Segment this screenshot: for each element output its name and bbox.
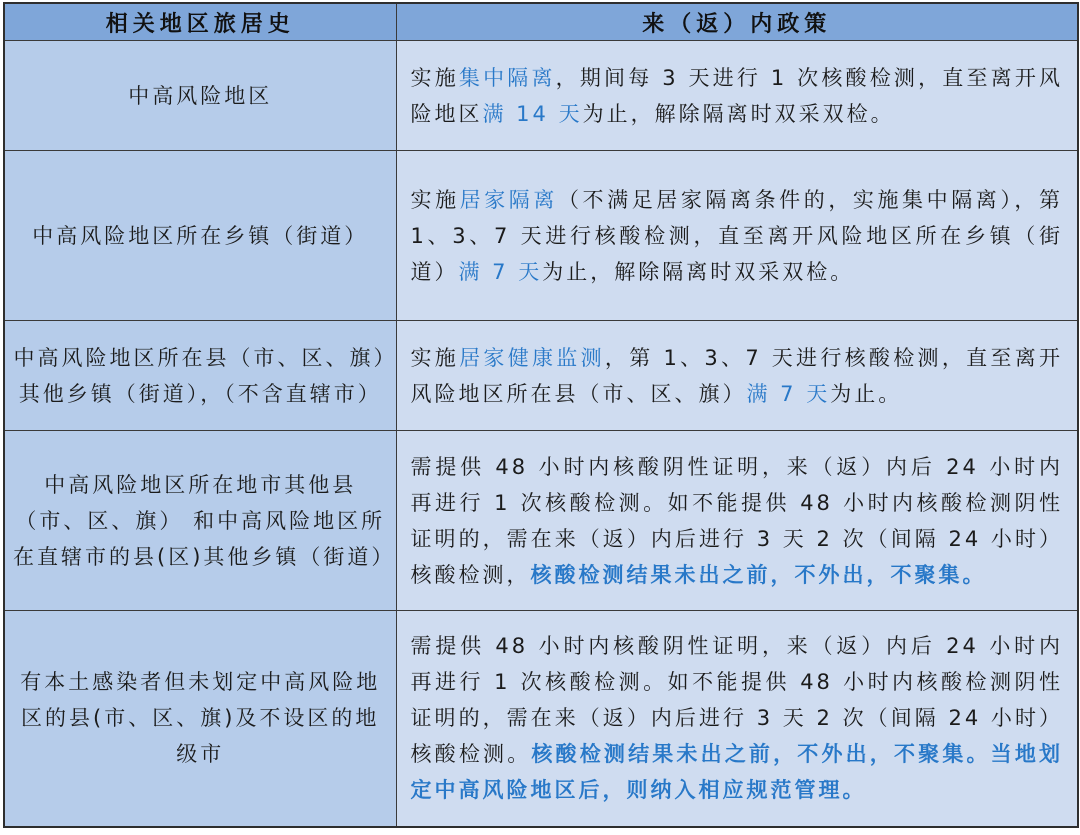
policy-cell [396,431,1078,611]
policy-text: 为止，解除隔离时双采双检。 [542,259,855,284]
policy-text: 实施 [410,65,459,90]
policy-text: 为止，解除隔离时双采双检。 [582,101,895,126]
policy-highlight-text: 满 14 天 [482,101,583,126]
table-row [4,41,1078,151]
table-row [4,321,1078,431]
policy-highlight-text: 满 7 天 [458,259,543,284]
table-row [4,611,1078,827]
policy-text: ，期间每 3 天进行 1 次核酸检测，直至离开风险地区 [410,65,1064,126]
region-cell: 中高风险地区所在地市其他县（市、区、旗） 和中高风险地区所在直辖市的县(区)其他乡镇（街道） [4,431,396,611]
policy-text: ，第 1、3、7 天进行核酸检测，直至离开风险地区所在县（市、区、旗） [410,345,1064,406]
policy-highlight-text: 居家健康监测 [459,345,605,370]
table-row [4,431,1078,611]
region-cell: 中高风险地区所在乡镇（街道） [4,151,396,321]
policy-cell [396,41,1078,151]
policy-text: 需提供 48 小时内核酸阴性证明，来（返）内后 24 小时内再进行 1 次核酸检测。如不能提供 48 小时内核酸检测阴性证明的，需在来（返）内后进行 3 天 2 次（间隔 24 小时）核酸检测， [410,454,1063,587]
policy-text: 为止。 [830,381,903,406]
region-cell: 中高风险地区所在县（市、区、旗）其他乡镇（街道），（不含直辖市） [4,321,396,431]
policy-cell [396,321,1078,431]
region-cell: 有本土感染者但未划定中高风险地区的县(市、区、旗)及不设区的地级市 [4,611,396,827]
policy-table-container [3,2,1077,832]
policy-cell [396,611,1078,827]
policy-highlight-text: 满 7 天 [746,381,831,406]
policy-highlight-text: 核酸检测结果未出之前，不外出，不聚集。 [530,562,987,587]
header-policy: 来（返）内政策 [396,3,1078,41]
travel-policy-table [3,2,1079,828]
table-row [4,151,1078,321]
header-row [4,3,1078,41]
header-travel-history: 相关地区旅居史 [4,3,396,41]
policy-text: 实施 [410,345,460,370]
policy-text: （不满足居家隔离条件的，实施集中隔离），第 1、3、7 天进行核酸检测，直至离开风险地区所在乡镇（街道） [410,187,1064,284]
policy-highlight-text: 集中隔离 [458,65,556,90]
policy-text: 实施 [410,187,460,212]
policy-cell [396,151,1078,321]
policy-highlight-text: 核酸检测结果未出之前，不外出，不聚集。当地划定中高风险地区后，则纳入相应规范管理。 [410,742,1064,803]
policy-highlight-text: 居家隔离 [459,187,558,212]
region-cell: 中高风险地区 [4,41,396,151]
policy-text: 需提供 48 小时内核酸阴性证明，来（返）内后 24 小时内再进行 1 次核酸检测。如不能提供 48 小时内核酸检测阴性证明的，需在来（返）内后进行 3 天 2 次（间隔 24 小时）核酸检测。 [410,634,1063,767]
